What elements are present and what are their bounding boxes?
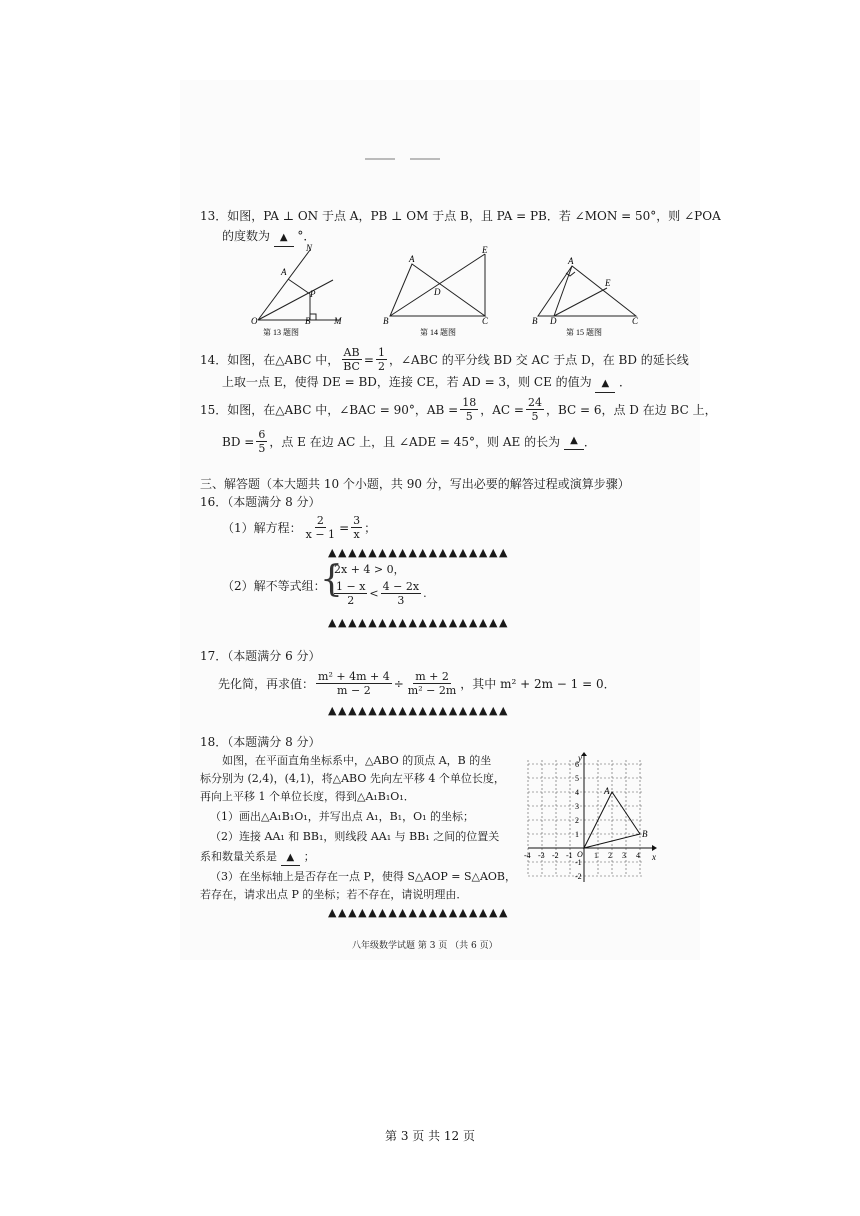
grid-y-tick: 4 (575, 788, 579, 797)
fig13-label-P: P (310, 289, 316, 299)
fig14-label-B: B (383, 316, 389, 326)
fig14-caption: 第 14 题图 (420, 328, 456, 337)
q18-answer-area: ▲▲▲▲▲▲▲▲▲▲▲▲▲▲▲▲▲▲ (328, 906, 510, 919)
q13-line2: 的度数为 ▲ °． (222, 228, 315, 247)
q15-ac-fraction: $\frac{24}{5}$ (527, 396, 542, 423)
fig14-label-A: A (409, 254, 415, 264)
grid-x-tick: 4 (636, 851, 640, 860)
q13-answer-blank: ▲ (274, 230, 294, 247)
q18-part2: （2）连接 AA₁ 和 BB₁，则线段 AA₁ 与 BB₁ 之间的位置关 (210, 830, 500, 843)
section-3-heading: 三、解答题（本大题共 10 个小题，共 90 分，写出必要的解答过程或演算步骤） (200, 477, 630, 491)
q14-answer-blank: ▲ (595, 376, 615, 393)
q18-part1: （1）画出△A₁B₁O₁，并写出点 A₁，B₁，O₁ 的坐标； (210, 810, 474, 823)
q17-title: 17．（本题满分 6 分） (200, 649, 321, 663)
fig15-label-C: C (632, 316, 639, 326)
scan-smudge (410, 158, 440, 160)
grid-y-tick: 6 (575, 760, 579, 769)
q17-expression: 先化简，再求值： $\frac{\text{m² + 4m + 4}}{m - 2}$ ÷ $\frac{m + 2}{\text{m² − 2m}}$ ，其中 m² + 2m − 1 = 0． (218, 670, 616, 697)
fig13-label-B: B (305, 316, 311, 326)
q18-line3: 再向上平移 1 个单位长度，得到△A₁B₁O₁． (200, 790, 415, 803)
coordinate-grid (522, 752, 662, 892)
grid-x-tick: -1 (566, 851, 573, 860)
fig13-label-N: N (306, 243, 313, 253)
inner-page-footer: 八年级数学试题 第 3 页 （共 6 页） (352, 941, 498, 951)
grid-y-tick: -2 (575, 872, 582, 881)
fig15-label-E: E (605, 278, 611, 288)
scan-smudge (365, 158, 395, 160)
q15-bd-fraction: $\frac{6}{5}$ (258, 428, 266, 455)
grid-y-tick: 1 (575, 830, 579, 839)
q18-part3: （3）在坐标轴上是否存在一点 P，使得 S△AOP = S△AOB， (210, 870, 517, 883)
q16-fraction-left: $\frac{2}{x - 1}$ (305, 514, 336, 541)
grid-point-A: A (604, 786, 610, 796)
q15-line2: BD = $\frac{6}{5}$ ，点 E 在边 AC 上，且 ∠ADE = 45°，则 AE 的长为 ▲ ． (222, 428, 596, 455)
grid-y-axis-label: y (578, 753, 582, 763)
grid-y-tick: 3 (575, 802, 579, 811)
fig15-label-D: D (550, 316, 557, 326)
q14-line1: 14．如图，在△ABC 中， $\frac{AB}{BC}$ = $\frac{1}{2}$ ，∠ABC 的平分线 BD 交 AC 于点 D，在 BD 的延长线 (200, 346, 689, 373)
q16-part1: （1）解方程： $\frac{2}{x - 1}$ = $\frac{3}{x}$ ； (222, 514, 377, 541)
q18-part2-cont: 系和数量关系是 ▲ ； (200, 850, 315, 866)
q16-answer-area-2: ▲▲▲▲▲▲▲▲▲▲▲▲▲▲▲▲▲▲ (328, 616, 510, 629)
grid-y-tick: 5 (575, 774, 579, 783)
q17-answer-area: ▲▲▲▲▲▲▲▲▲▲▲▲▲▲▲▲▲▲ (328, 704, 510, 717)
outer-page-footer: 第 3 页 共 12 页 (385, 1129, 475, 1143)
grid-x-tick: -4 (524, 851, 531, 860)
fig13-label-A: A (281, 267, 287, 277)
grid-origin-label: O (577, 850, 583, 859)
q16-fraction-right: $\frac{3}{x}$ (353, 514, 361, 541)
q16-ineq-right: $\frac{4 - 2x}{3}$ (382, 580, 420, 607)
q17-fraction-1: $\frac{\text{m² + 4m + 4}}{m - 2}$ (318, 670, 390, 697)
fig14-label-D: D (434, 287, 441, 297)
q18-part3-cont: 若存在，请求出点 P 的坐标；若不存在，请说明理由． (200, 888, 468, 901)
fig13-caption: 第 13 题图 (263, 328, 299, 337)
figure-15 (528, 242, 648, 342)
grid-x-tick: -3 (538, 851, 545, 860)
q13-line1: 13．如图，PA ⊥ ON 于点 A，PB ⊥ OM 于点 B，且 PA = PB．若 ∠MON = 50°，则 ∠POA (200, 209, 721, 223)
q16-title: 16．（本题满分 8 分） (200, 495, 321, 509)
figure-14 (380, 242, 500, 342)
q14-line2: 上取一点 E，使得 DE = BD，连接 CE，若 AD = 3，则 CE 的值为 ▲ ． (222, 374, 631, 393)
grid-y-tick: 2 (575, 816, 579, 825)
q16-answer-area-1: ▲▲▲▲▲▲▲▲▲▲▲▲▲▲▲▲▲▲ (328, 546, 510, 559)
q18-title: 18．（本题满分 8 分） (200, 735, 321, 749)
q16-inequality-2: $\frac{1 - x}{2}$ < $\frac{4 - 2x}{3}$ . (336, 580, 427, 607)
q15-ab-fraction: $\frac{18}{5}$ (462, 396, 477, 423)
figure-13 (248, 242, 358, 342)
q15-answer-blank: ▲ (564, 433, 584, 450)
fig14-label-C: C (482, 316, 489, 326)
q14-ratio-half: $\frac{1}{2}$ (377, 346, 385, 373)
grid-x-tick: 3 (622, 851, 626, 860)
fig13-label-M: M (334, 316, 342, 326)
grid-x-tick: 1 (594, 851, 598, 860)
q15-line1: 15．如图，在△ABC 中，∠BAC = 90°，AB = $\frac{18}{5}$ ，AC = $\frac{24}{5}$ ，BC = 6，点 D 在边 BC 上， (200, 396, 717, 423)
fig15-label-A: A (568, 256, 574, 266)
q18-line1: 如图，在平面直角坐标系中，△ABO 的顶点 A，B 的坐 (222, 754, 492, 767)
q16-inequality-1: 2x + 4 > 0， (334, 563, 405, 576)
grid-x-tick: -2 (552, 851, 559, 860)
fig15-caption: 第 15 题图 (566, 328, 602, 337)
brace: { (320, 559, 343, 600)
fig14-label-E: E (482, 245, 488, 255)
q18-answer-blank: ▲ (281, 851, 301, 866)
grid-x-tick: 2 (608, 851, 612, 860)
grid-x-axis-label: x (652, 852, 656, 862)
fig15-label-B: B (532, 316, 538, 326)
q18-line2: 标分别为 (2,4)，(4,1)，将△ABO 先向左平移 4 个单位长度， (200, 772, 505, 785)
q16-part2-label: （2）解不等式组： (222, 579, 326, 593)
grid-point-B: B (642, 829, 648, 839)
q16-ineq-left: $\frac{1 - x}{2}$ (336, 580, 366, 607)
fig13-label-O: O (251, 316, 258, 326)
grid-y-tick: -1 (575, 858, 582, 867)
q17-fraction-2: $\frac{m + 2}{\text{m² − 2m}}$ (407, 670, 457, 697)
q14-ratio-ab-bc: $\frac{AB}{BC}$ (343, 346, 360, 373)
